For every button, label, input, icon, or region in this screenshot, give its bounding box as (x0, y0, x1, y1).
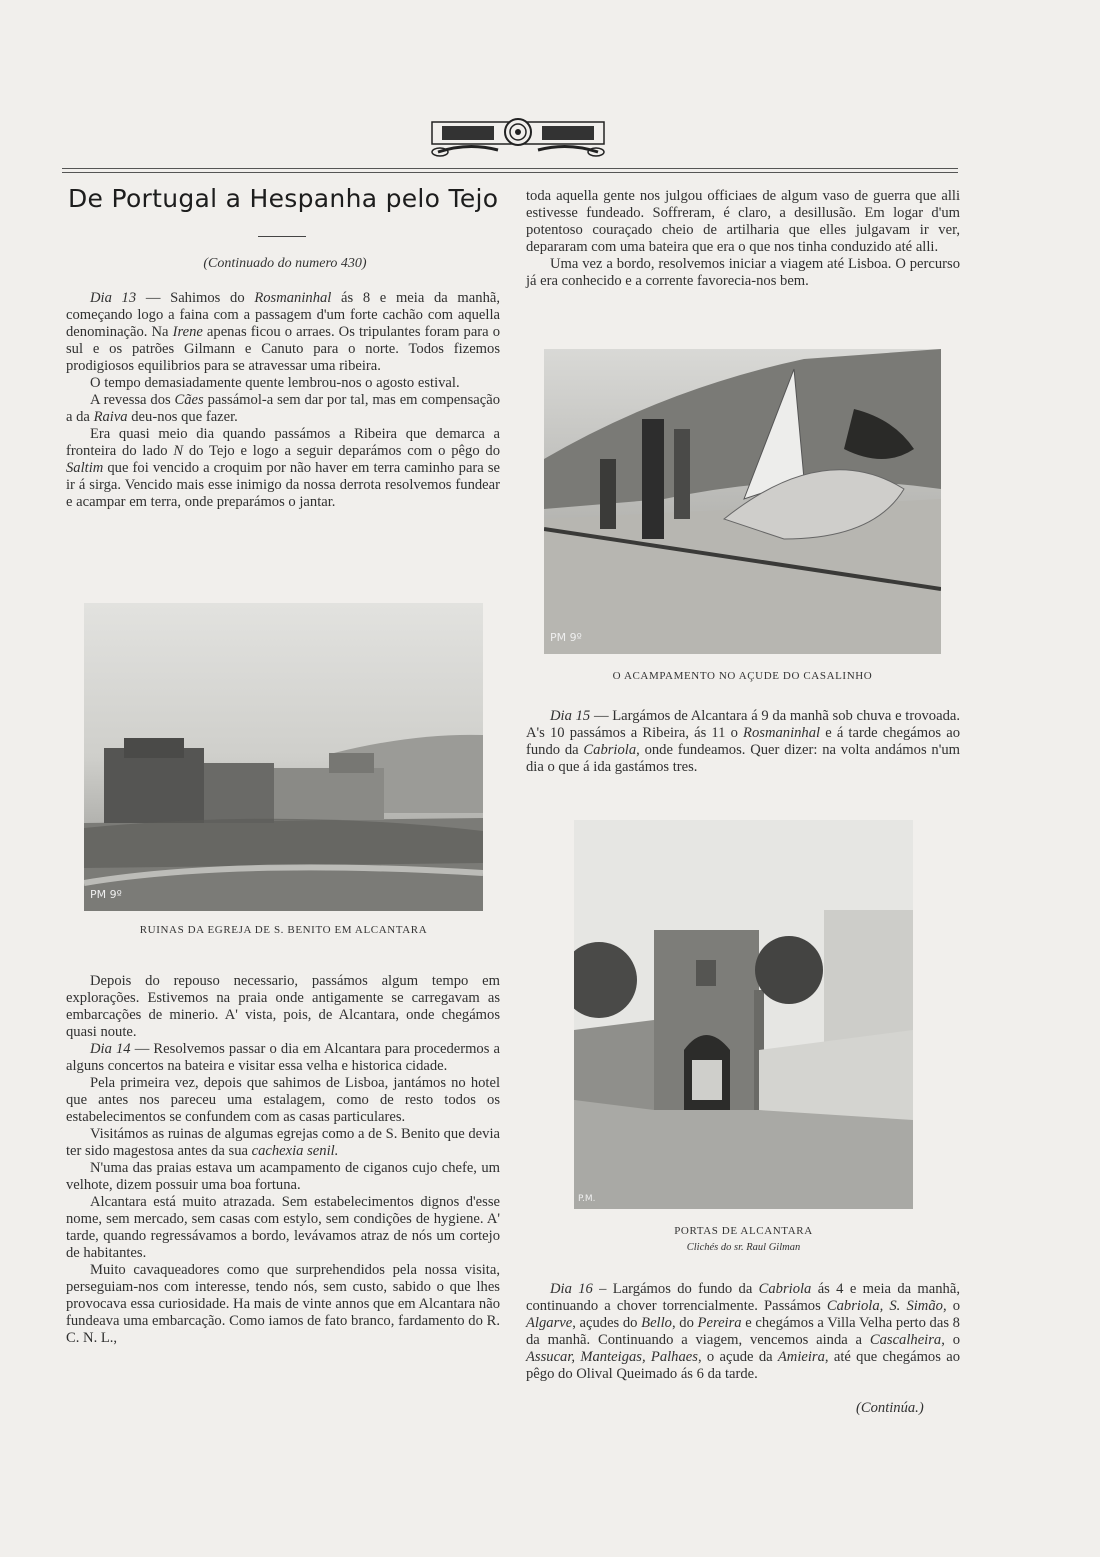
text-span: , onde fundeamos. Quer dizer: na volta andámos n'um dia o que á ida gastámos tres. (526, 742, 961, 775)
place-name: Bello (641, 1315, 672, 1331)
text-span: ás 8 e meia da manhã, começando logo a faina com a passagem d'um forte cachão com aquella denominação. Na (66, 290, 500, 340)
column1-bottom-text (66, 973, 500, 1347)
day-label: Dia 13 (90, 290, 137, 306)
boat-name: Irene (172, 324, 203, 340)
place-name: Rosmaninhal (743, 725, 821, 741)
place-name: Raiva (93, 409, 128, 425)
place-name: Cabriola, S. Simão (826, 1298, 943, 1314)
text-span: e á tarde chegámos ao fundo da (526, 725, 960, 758)
column2-middle-text (526, 708, 960, 776)
title-divider (258, 236, 306, 237)
gate-photo-caption: PORTAS DE ALCANTARA (674, 1225, 813, 1237)
place-name: Pereira (697, 1315, 742, 1331)
continued-note: (Continuado do numero 430) (203, 256, 367, 271)
ruins-photo-caption: RUINAS DA EGREJA DE S. BENITO EM ALCANTARA (139, 924, 428, 936)
continued-marker: (Continúa.) (856, 1400, 924, 1416)
text-span: — Resolvemos passar o dia em Alcantara para procedermos a alguns concertos na bateira e visitar essa velha e historica cidade. (66, 1041, 500, 1074)
paragraph: Uma vez a bordo, resolvemos iniciar a viagem até Lisboa. O percurso já era conhecido e a corrente favorecia-nos bem. (526, 256, 960, 289)
place-name: Assucar, Manteigas, Palhaes (526, 1349, 698, 1365)
direction-letter: N (173, 443, 184, 459)
tiro-sport-logo-icon (428, 112, 608, 162)
text-span: , até que chegámos ao pêgo do Olival Queimado ás 6 da tarde. (526, 1349, 960, 1382)
paragraph (526, 708, 960, 776)
place-name: Cães (174, 392, 204, 408)
gate-photo (574, 820, 913, 1209)
text-span: , o (942, 1298, 961, 1314)
header-rule (62, 168, 958, 173)
text-span: que foi vencido a croquim por não haver em terra caminho para se ir á sirga. Vencido mais esse inimigo da nossa derrota resolvemos fundear e acampar em terra, onde preparámos o jantar. (66, 460, 500, 510)
text-span: ás 4 e meia da manhã, continuando a chover torrencialmente. Passámos (526, 1281, 960, 1314)
day-label: Dia 15 (550, 708, 591, 724)
paragraph: N'uma das praias estava um acampamento de ciganos cujo chefe, um velhote, dizem possuir uma boa fortuna. (66, 1160, 500, 1193)
camp-photo-image (544, 349, 941, 654)
text-span: apenas ficou o arraes. Os tripulantes foram para o sul e os patrões Gilmann e Canuto para o norte. Todos fizemos prodigiosos equilibrios para se atravessar uma ribeira. (66, 324, 500, 374)
paragraph (66, 1041, 500, 1075)
place-name: Cabriola (583, 742, 637, 758)
column2-top-text (526, 188, 960, 290)
photographer-signature: P.M. (578, 1194, 596, 1204)
text-span: , o açude da (697, 1349, 778, 1365)
place-name: Rosmaninhal (254, 290, 332, 306)
photographer-signature: PM 9º (550, 631, 582, 644)
text-span: Visitámos as ruinas de algumas egrejas como a de S. Benito que devia ter sido magestosa antes da sua (66, 1126, 500, 1159)
column2-bottom-text (526, 1281, 960, 1383)
text-span: — Sahimos do (136, 290, 255, 306)
paragraph: O tempo demasiadamente quente lembrou-nos o agosto estival. (90, 375, 460, 391)
emphasis: cachexia senil. (251, 1143, 339, 1159)
text-span: – Largámos do fundo da (592, 1281, 759, 1297)
camp-photo-caption: O ACAMPAMENTO NO AÇUDE DO CASALINHO (612, 670, 873, 682)
paragraph (66, 1126, 500, 1160)
paragraph: toda aquella gente nos julgou officiaes de algum vaso de guerra que alli estivesse fundeado. Soffreram, é claro, a desillusão. Em logar d'um potentoso couraçado cheio de artilharia que elles julgavam ir ver, depararam com uma bateira que era o que nos tinha conduzido até alli. (526, 188, 960, 255)
text-span: do Tejo e logo a seguir deparámos com o pêgo do (183, 443, 500, 459)
paragraph (66, 392, 500, 426)
photo-credit: Clichés do sr. Raul Gilman (686, 1242, 801, 1253)
gate-photo-image (574, 820, 913, 1209)
paragraph: Alcantara está muito atrazada. Sem estabelecimentos dignos d'esse nome, sem mercado, sem casas com estylo, sem condições de hygiene. A' tarde, quando regressávamos a bordo, levávamos atraz de nós um cortejo de habitantes. (66, 1194, 500, 1261)
text-span: , açudes do (572, 1315, 642, 1331)
masthead-logo (428, 112, 608, 162)
text-span: deu-nos que fazer. (127, 409, 238, 425)
paragraph (66, 426, 500, 511)
photographer-signature: PM 9º (90, 888, 122, 901)
place-name: Saltim (66, 460, 104, 476)
text-span: , do (671, 1315, 698, 1331)
ruins-photo (84, 603, 483, 911)
paragraph: Muito cavaqueadores como que surprehendidos pela nossa visita, perseguiam-nos com interesse, tendo nós, sem custo, sabido o que lhes provocava essa curiosidade. Ha mais de vinte annos que em Alcantara não fundeava uma embarcação. Como iamos de fato branco, fardamento do R. C. N. L., (66, 1262, 500, 1346)
day-label: Dia 16 (550, 1281, 593, 1297)
place-name: Amieira (777, 1349, 825, 1365)
place-name: Cascalheira (869, 1332, 942, 1348)
text-span: — Largámos de Alcantara á 9 da manhã sob chuva e trovoada. A's 10 passámos a Ribeira, ás 11 o (526, 708, 960, 741)
text-span: A revessa dos (90, 392, 175, 408)
text-span: passámol-a sem dar por tal, mas em compensação a da (66, 392, 500, 425)
camp-photo (544, 349, 941, 654)
paragraph (526, 1281, 960, 1383)
paragraph: Pela primeira vez, depois que sahimos de Lisboa, jantámos no hotel que antes nos pareceu uma estalagem, como de resto todos os estabelecimentos se confundem com as casas particulares. (66, 1075, 500, 1125)
paragraph (66, 290, 500, 375)
paragraph: Depois do repouso necessario, passámos algum tempo em explorações. Estivemos na praia onde antigamente se carregavam as embarcações de minerio. A' vista, pois, de Alcantara, onde chegámos quasi noute. (66, 973, 500, 1040)
ruins-photo-image (84, 603, 483, 911)
place-name: Algarve (526, 1315, 573, 1331)
column1-top-text (66, 290, 500, 511)
text-span: e chegámos a Villa Velha perto das 8 da manhã. Continuando a viagem, vencemos ainda a (526, 1315, 960, 1348)
article-title: De Portugal a Hespanha pelo Tejo (68, 184, 499, 213)
day-label: Dia 14 (90, 1041, 131, 1057)
place-name: Cabriola (758, 1281, 812, 1297)
text-span: Era quasi meio dia quando passámos a Ribeira que demarca a fronteira do lado (66, 426, 500, 459)
text-span: , o (941, 1332, 960, 1348)
